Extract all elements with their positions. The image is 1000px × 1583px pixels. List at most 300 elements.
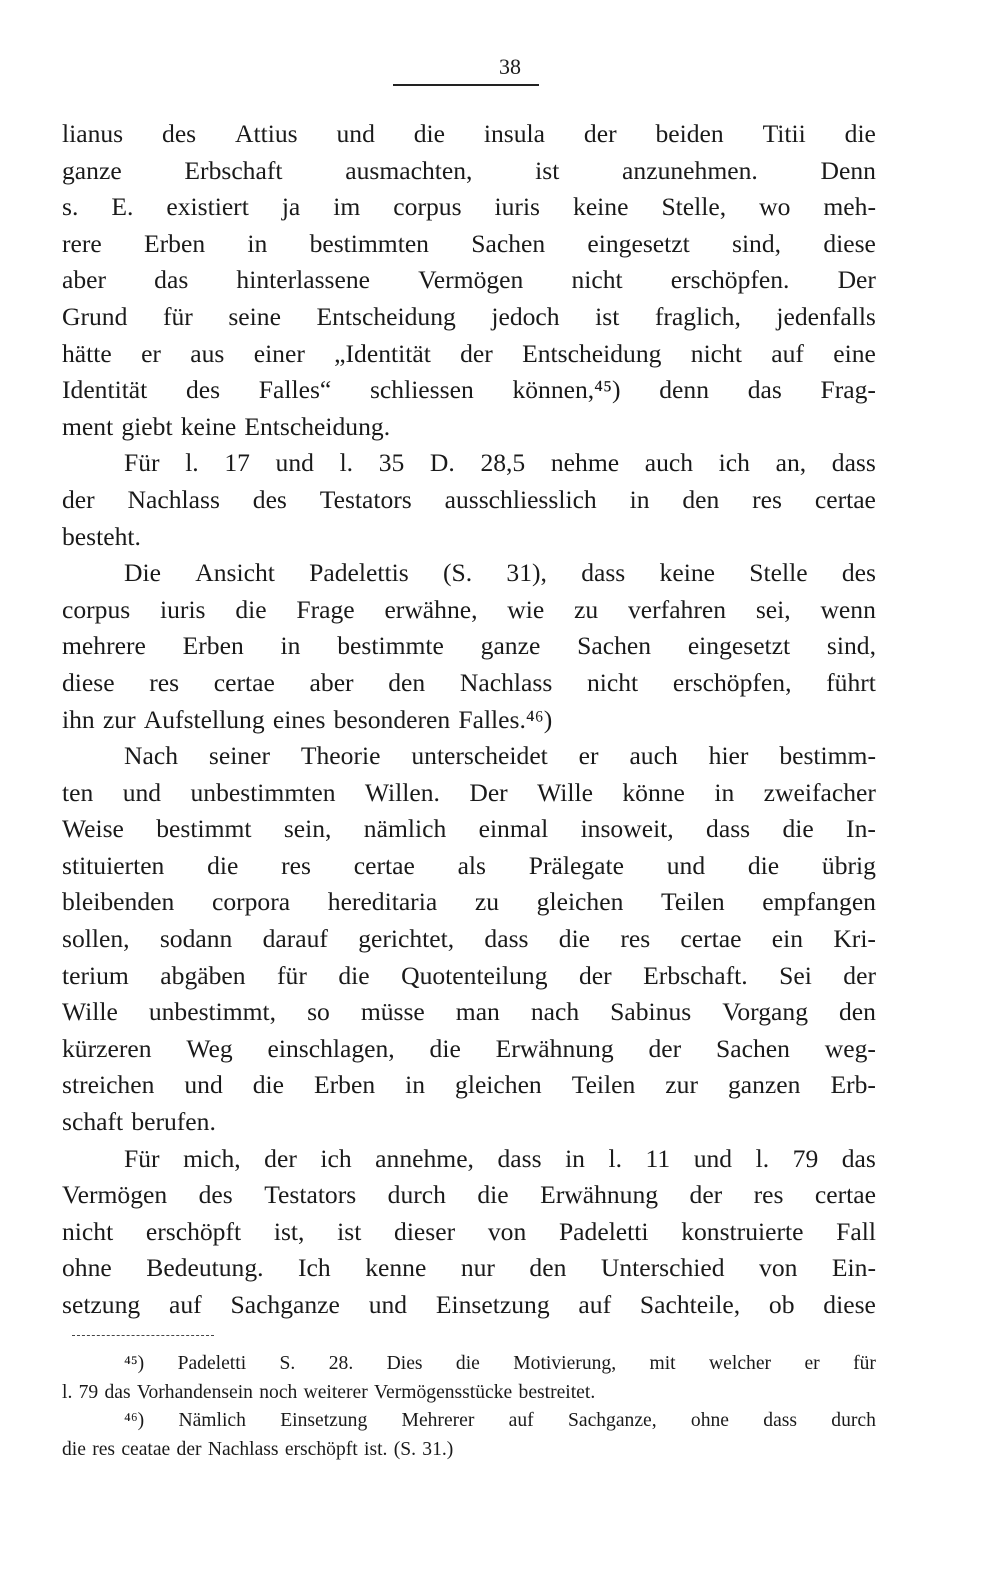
word: setzung [62, 1290, 141, 1319]
word: der [62, 484, 95, 514]
word: kenne [365, 1253, 427, 1283]
word: Frage [296, 594, 355, 624]
word: ein [771, 924, 804, 954]
word: Entscheidung [316, 301, 456, 331]
word: eine [833, 338, 876, 368]
word: er [578, 741, 599, 771]
word: Sei [779, 960, 812, 990]
text-line [62, 299, 876, 336]
word: iuris [494, 192, 541, 222]
word: für [277, 960, 307, 990]
word: nicht [690, 338, 742, 368]
word: auf [508, 1410, 534, 1431]
word: der [176, 1438, 202, 1460]
word: in [565, 1143, 585, 1173]
word: ausmachten, [345, 155, 473, 185]
word: die [62, 1438, 86, 1460]
word: dass [831, 448, 876, 478]
footnote-separator [72, 1335, 214, 1336]
word: sind, [826, 631, 876, 661]
text-line [62, 884, 876, 921]
word: insoweit, [580, 814, 674, 844]
word: annehme, [375, 1143, 474, 1173]
word: 17 [224, 448, 250, 478]
word: Erben [144, 228, 206, 258]
word: der [460, 338, 493, 368]
word: für [853, 1353, 876, 1374]
word: zur [102, 704, 136, 734]
word: Frag- [820, 375, 876, 405]
word: Fall [836, 1216, 876, 1246]
word: eingesetzt [687, 631, 791, 661]
word: Willen. [364, 777, 440, 807]
word: Erbschaft [184, 155, 283, 185]
word: der [843, 960, 876, 990]
word: bestreitet. [518, 1381, 596, 1403]
word: und [368, 1290, 408, 1319]
word: empfangen [762, 887, 876, 917]
word: Falles.⁴⁶) [458, 704, 553, 734]
word: führt [826, 667, 876, 697]
word: Wille [62, 997, 118, 1027]
word: bleibenden [62, 887, 175, 917]
word: nicht [586, 667, 639, 697]
word: wenn [820, 594, 876, 624]
word: existiert [166, 192, 249, 222]
word: giebt [121, 411, 173, 441]
text-line [62, 921, 876, 958]
text-line [62, 1141, 876, 1178]
word: terium [62, 960, 129, 990]
word: Attius [235, 119, 298, 148]
word: hätte [62, 338, 112, 368]
footnote-line [62, 1379, 876, 1408]
word: l. [608, 1143, 623, 1173]
text-line [62, 1214, 876, 1251]
word: jedoch [491, 301, 560, 331]
word: mit [649, 1353, 676, 1374]
word: Kri- [833, 924, 876, 954]
word: darauf [262, 924, 328, 954]
word: kürzeren [62, 1033, 152, 1063]
word: Denn [820, 155, 876, 185]
word: der [583, 119, 617, 148]
word: Aufstellung [143, 704, 265, 734]
word: des [198, 1180, 233, 1210]
text-line [62, 519, 876, 556]
word: gerichtet, [358, 924, 455, 954]
word: Sabinus [610, 997, 692, 1027]
word: diese [823, 1290, 876, 1319]
word: ist [595, 301, 620, 331]
word: dass [581, 558, 626, 588]
word: den [529, 1253, 567, 1283]
word: und [693, 1143, 733, 1173]
word: der [579, 960, 612, 990]
word: Einsetzung [435, 1290, 550, 1319]
word: ohne [690, 1410, 729, 1431]
text-line [62, 226, 876, 263]
word: die [477, 1180, 509, 1210]
word: in [714, 777, 735, 807]
word: Erben [314, 1070, 376, 1100]
word: und [666, 850, 706, 880]
word: Theorie [300, 741, 381, 771]
word: zur [665, 1070, 698, 1100]
word: Stelle [749, 558, 808, 588]
word: Entscheidung [522, 338, 662, 368]
text-line [62, 958, 876, 995]
word: iuris [160, 594, 206, 624]
word: er [141, 338, 161, 368]
word: von [759, 1253, 798, 1283]
word: so [307, 997, 330, 1027]
word: Der [837, 265, 876, 295]
word: Sachganze, [567, 1410, 657, 1431]
word: Erwähnung [540, 1180, 659, 1210]
word: (S. [442, 558, 473, 588]
word: Stelle, [661, 192, 727, 222]
word: Vorhandensein [136, 1381, 253, 1403]
word: bestimmt [156, 814, 252, 844]
word: auf [168, 1290, 202, 1319]
word: das [104, 1381, 131, 1403]
word: das [747, 375, 782, 405]
word: den [388, 667, 426, 697]
word: wie [507, 594, 545, 624]
word: Vermögen [418, 265, 524, 295]
text-line [62, 775, 876, 812]
word: Sachganze [230, 1290, 340, 1319]
word: dass [763, 1410, 798, 1431]
text-line [62, 409, 876, 446]
text-line [62, 262, 876, 299]
word: den [682, 484, 720, 514]
word: die [413, 119, 446, 148]
word: beiden [655, 119, 724, 148]
word: Ein- [831, 1253, 876, 1283]
word: mich, [183, 1143, 241, 1173]
word: denn [659, 375, 710, 405]
word: Wille [537, 777, 593, 807]
word: die [235, 594, 267, 624]
word: abgäben [160, 960, 246, 990]
word: hereditaria [327, 887, 438, 917]
word: ganze [480, 631, 541, 661]
word: zu [574, 594, 599, 624]
word: eines [272, 704, 326, 734]
word: res [92, 1438, 116, 1460]
word: gleichen [455, 1070, 542, 1100]
word: aus [190, 338, 225, 368]
word: Erwähnung [495, 1033, 614, 1063]
word: Sachen [716, 1033, 790, 1063]
word: der [264, 1143, 297, 1173]
word: nicht [571, 265, 623, 295]
text-line [62, 153, 876, 190]
word: ist [535, 155, 560, 185]
word: Nachlass [207, 1438, 279, 1460]
word: E. [111, 192, 134, 222]
word: Padelettis [309, 558, 409, 588]
text-line [62, 1177, 876, 1214]
word: Nachlass [127, 484, 220, 514]
word: 35 [378, 448, 405, 478]
word: die [252, 1070, 285, 1100]
word: Weise [62, 814, 124, 844]
word: stituierten [62, 850, 165, 880]
word: zu [474, 887, 500, 917]
word: die [782, 814, 814, 844]
word: certae [353, 850, 415, 880]
word: ich [320, 1143, 352, 1173]
word: nur [460, 1253, 495, 1283]
word: einer [253, 338, 305, 368]
word: corpus [62, 594, 131, 624]
word: einmal [478, 814, 549, 844]
word: eingesetzt [587, 228, 690, 258]
text-line [62, 811, 876, 848]
word: seine [228, 301, 281, 331]
word: Entscheidung. [244, 411, 391, 441]
word: s. [62, 192, 79, 222]
word: keine [180, 411, 237, 441]
word: einschlagen, [267, 1033, 395, 1063]
word: D. [429, 448, 455, 478]
word: l. [185, 448, 199, 478]
word: Testators [264, 1180, 357, 1210]
text-line [62, 848, 876, 885]
word: schliessen [369, 375, 474, 405]
word: Vermögen [62, 1180, 168, 1210]
word: nehme [550, 448, 620, 478]
word: ja [281, 192, 301, 222]
word: auch [644, 448, 694, 478]
word: erwähne, [384, 594, 478, 624]
word: den [838, 997, 876, 1027]
word: die [844, 119, 876, 148]
word: die [558, 924, 591, 954]
word: könne [622, 777, 685, 807]
word: und [122, 777, 162, 807]
word: können,⁴⁵) [512, 375, 621, 405]
text-line [62, 1250, 876, 1287]
body-text [62, 116, 876, 1324]
word: 79 [78, 1381, 99, 1403]
word: dass [706, 814, 751, 844]
word: diese [62, 667, 115, 697]
word: Sachen [471, 228, 546, 258]
word: Für [124, 448, 160, 478]
word: in [405, 1070, 426, 1100]
word: ist, [273, 1216, 305, 1246]
word: aber [62, 265, 107, 295]
word: die [207, 850, 239, 880]
word: lianus [62, 119, 124, 148]
word: welcher [709, 1353, 772, 1374]
word: aber [309, 667, 354, 697]
text-line [62, 336, 876, 373]
word: sollen, [62, 924, 130, 954]
word: S. [279, 1353, 296, 1374]
word: weiterer [303, 1381, 368, 1403]
word: res [149, 667, 180, 697]
text-line [62, 702, 876, 739]
word: meh- [823, 192, 876, 222]
text-line [62, 1031, 876, 1068]
word: 28. [328, 1353, 354, 1374]
word: Identität [62, 375, 148, 405]
word: wo [759, 192, 791, 222]
word: ⁴⁵) [124, 1353, 145, 1374]
word: in [629, 484, 650, 514]
word: Prälegate [528, 850, 624, 880]
word: noch [259, 1381, 298, 1403]
word: streichen [62, 1070, 155, 1100]
text-line [62, 738, 876, 775]
word: certae [814, 1180, 876, 1210]
footnotes [62, 1350, 876, 1464]
word: Bedeutung. [146, 1253, 264, 1283]
word: ob [768, 1290, 795, 1319]
word: erschöpft [145, 1216, 242, 1246]
word: Erbschaft. [643, 960, 748, 990]
word: (S. [393, 1438, 417, 1460]
text-line [62, 555, 876, 592]
word: l. [339, 448, 354, 478]
header-rule [393, 84, 539, 86]
word: zweifacher [763, 777, 876, 807]
word: Sachen [577, 631, 652, 661]
word: und [336, 119, 375, 148]
word: res [752, 484, 782, 514]
word: Motivierung, [513, 1353, 617, 1374]
text-line [62, 116, 876, 153]
word: certae [680, 924, 742, 954]
text-line [62, 994, 876, 1031]
word: des [162, 119, 197, 148]
word: sind, [731, 228, 782, 258]
word: res [281, 850, 311, 880]
text-line [62, 372, 876, 409]
word: Mehrerer [401, 1410, 475, 1431]
word: hinterlassene [236, 265, 371, 295]
word: auf [771, 338, 804, 368]
word: In- [846, 814, 876, 844]
text-line [62, 189, 876, 226]
text-line [62, 1287, 876, 1324]
word: corpus [393, 192, 462, 222]
word: corpora [211, 887, 291, 917]
text-line [62, 628, 876, 665]
word: von [487, 1216, 527, 1246]
word: die [338, 960, 370, 990]
word: in [247, 228, 268, 258]
word: der [648, 1033, 682, 1063]
text-line [62, 1067, 876, 1104]
word: das [154, 265, 189, 295]
footnote-line [62, 1436, 876, 1465]
word: ihn [62, 704, 95, 734]
word: ohne [62, 1253, 112, 1283]
word: Der [469, 777, 508, 807]
word: 28,5 [480, 448, 526, 478]
word: ten [62, 777, 94, 807]
word: seiner [208, 741, 270, 771]
word: Titii [762, 119, 806, 148]
word: und [184, 1070, 223, 1100]
word: ist. [364, 1438, 388, 1460]
word: fraglich, [654, 301, 741, 331]
word: ausschliesslich [444, 484, 597, 514]
word: nach [530, 997, 580, 1027]
word: besonderen [333, 704, 451, 734]
word: insula [483, 119, 546, 148]
word: ceatae [121, 1438, 171, 1460]
word: gleichen [536, 887, 624, 917]
word: certae [213, 667, 275, 697]
word: im [333, 192, 361, 222]
word: für [162, 301, 193, 331]
footnote-line [62, 1350, 876, 1379]
word: konstruierte [681, 1216, 804, 1246]
word: dieser [394, 1216, 456, 1246]
word: als [457, 850, 486, 880]
word: Dies [386, 1353, 423, 1374]
word: auf [578, 1290, 612, 1319]
word: bestimmte [337, 631, 444, 661]
word: Quotenteilung [401, 960, 548, 990]
word: sodann [159, 924, 233, 954]
word: durch [387, 1180, 446, 1210]
word: ist [337, 1216, 362, 1246]
word: diese [823, 228, 876, 258]
word: Nämlich [178, 1410, 246, 1431]
word: res [753, 1180, 784, 1210]
word: ⁴⁶) [124, 1410, 145, 1431]
word: verfahren [628, 594, 727, 624]
word: besteht. [62, 521, 141, 551]
word: bestimmten [309, 228, 429, 258]
word: bestimm- [779, 741, 876, 771]
footnote-line [62, 1407, 876, 1436]
word: l. [755, 1143, 770, 1173]
word: der [689, 1180, 723, 1210]
word: unterscheidet [411, 741, 548, 771]
word: jedenfalls [776, 301, 876, 331]
word: sein, [283, 814, 332, 844]
word: ganzen [727, 1070, 801, 1100]
word: die [747, 850, 780, 880]
word: Ich [298, 1253, 331, 1283]
word: Testators [319, 484, 412, 514]
word: Falles“ [258, 375, 332, 405]
word: das [841, 1143, 876, 1173]
word: an, [775, 448, 807, 478]
word: res [620, 924, 651, 954]
word: Padeletti [558, 1216, 649, 1246]
word: l. [62, 1381, 73, 1403]
word: und [275, 448, 314, 478]
word: des [841, 558, 876, 588]
text-line [62, 665, 876, 702]
word: man [455, 997, 500, 1027]
word: Einsetzung [280, 1410, 368, 1431]
word: Erben [182, 631, 244, 661]
text-line [62, 445, 876, 482]
word: 31), [506, 558, 547, 588]
word: in [280, 631, 301, 661]
